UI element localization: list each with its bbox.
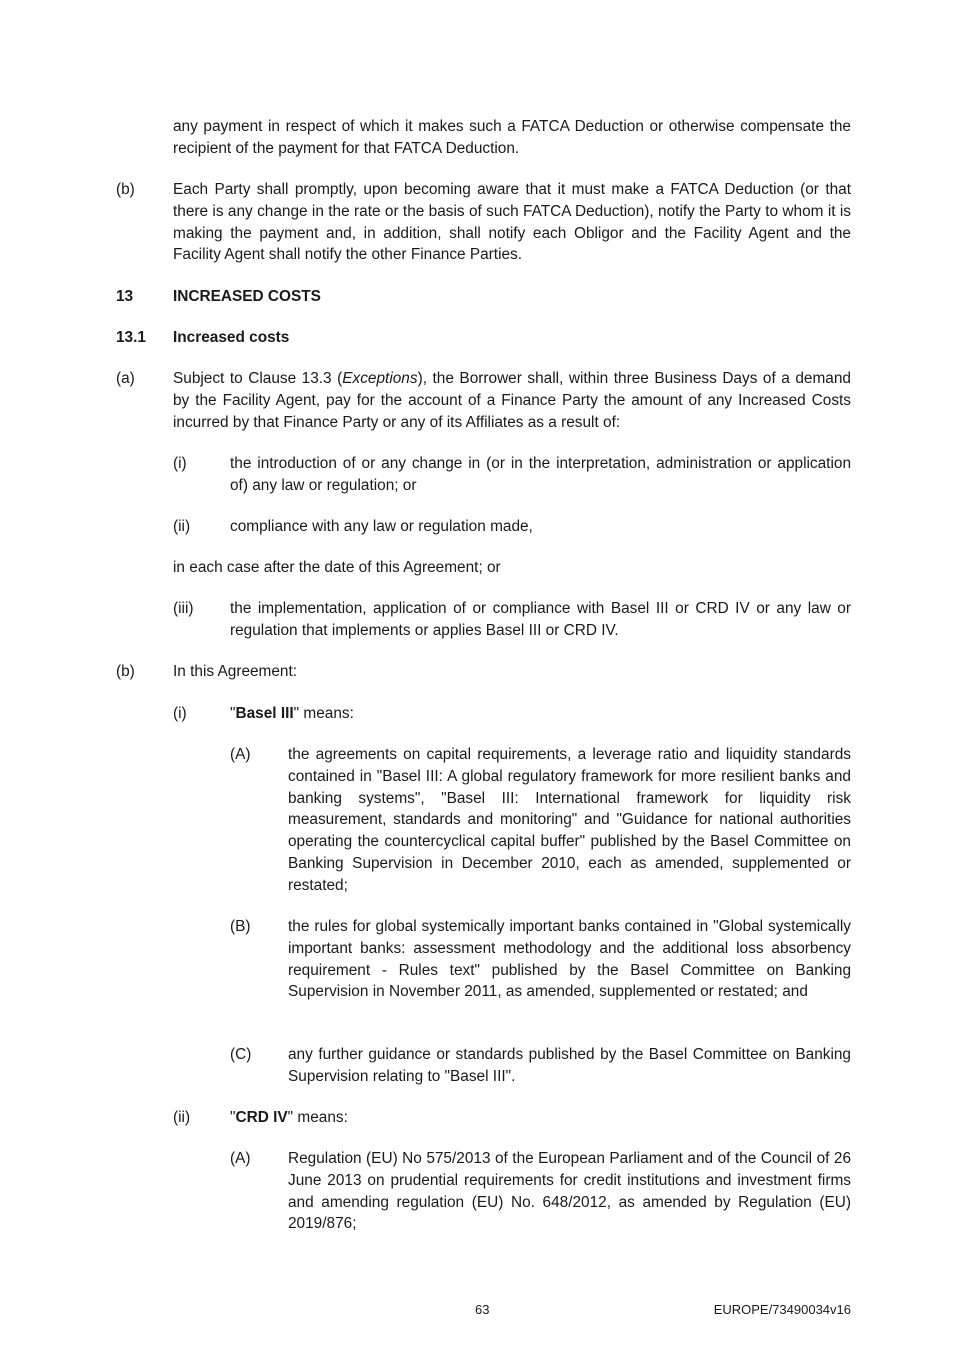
clause-13-1-number: 13.1 bbox=[116, 329, 146, 346]
continuation-paragraph: any payment in respect of which it makes such a FATCA Deduction or otherwise compensate the recipient of the payment for that FATCA Deduction. bbox=[173, 118, 851, 157]
item-b-ii-A-label: (A) bbox=[230, 1150, 251, 1167]
item-b-text: Each Party shall promptly, upon becoming aware that it must make a FATCA Deduction (or that there is any change in the rate or the basis of such FATCA Deduction), notify the Party to whom it is making the payment and, in addition, shall notify each Obligor and the Facility Agent and the Facility Agent shall notify the other Finance Parties. bbox=[173, 181, 851, 264]
item-b-i-A-label: (A) bbox=[230, 746, 251, 763]
item-a-iii-label: (iii) bbox=[173, 600, 194, 617]
item-a-text: Subject to Clause 13.3 (Exceptions), the Borrower shall, within three Business Days of a demand by the Facility Agent, pay for the account of a Finance Party the amount of any Increased Costs incurred by that Finance Party or any of its Affiliates as a result of: bbox=[173, 370, 851, 431]
document-reference: EUROPE/73490034v16 bbox=[713, 1302, 851, 1317]
exceptions-reference: Exceptions bbox=[342, 370, 418, 387]
in-each-case-paragraph: in each case after the date of this Agreement; or bbox=[173, 559, 501, 576]
item-a-ii-text: compliance with any law or regulation made, bbox=[230, 518, 533, 535]
crd-iv-term: CRD IV bbox=[235, 1109, 288, 1126]
clause-13-1-heading: Increased costs bbox=[173, 329, 290, 346]
item-b-i-B-label: (B) bbox=[230, 918, 251, 935]
item-a-iii-text: the implementation, application of or compliance with Basel III or CRD IV or any law or regulation that implements or applies Basel III or CRD IV. bbox=[230, 600, 851, 639]
clause-13-number: 13 bbox=[116, 288, 134, 305]
item-a-ii-label: (ii) bbox=[173, 518, 191, 535]
clause-13-heading: INCREASED COSTS bbox=[173, 288, 321, 305]
item-a-i-label: (i) bbox=[173, 455, 187, 472]
item-b-i-C-text: any further guidance or standards published by the Basel Committee on Banking Supervision relating to "Basel III". bbox=[288, 1046, 851, 1085]
page-number: 63 bbox=[475, 1302, 490, 1317]
item-a-label: (a) bbox=[116, 370, 135, 387]
item-b-ii-label: (ii) bbox=[173, 1109, 191, 1126]
item-b-i-B-text: the rules for global systemically important banks contained in "Global systemically important banks: assessment methodology and the additional loss absorbency requirement - Rules text" published by the Basel Committee on Banking Supervision in November 2011, as amended, supplemented or restated; and bbox=[288, 918, 851, 1001]
item-a-i-text: the introduction of or any change in (or in the interpretation, administration or application of) any law or regulation; or bbox=[230, 455, 851, 494]
item-b2-label: (b) bbox=[116, 663, 135, 680]
item-b-ii-A-text: Regulation (EU) No 575/2013 of the European Parliament and of the Council of 26 June 2013 on prudential requirements for credit institutions and investment firms and amending regulation (EU) No. 648/2012, as amended by Regulation (EU) 2019/876; bbox=[288, 1150, 851, 1233]
item-b2-text: In this Agreement: bbox=[173, 663, 298, 680]
crd-iv-definition-lead: "CRD IV" means: bbox=[230, 1109, 348, 1126]
item-b-i-label: (i) bbox=[173, 705, 187, 722]
item-b-label: (b) bbox=[116, 181, 135, 198]
item-b-i-C-label: (C) bbox=[230, 1046, 252, 1063]
basel-iii-definition-lead: "Basel III" means: bbox=[230, 705, 354, 722]
item-b-i-A-text: the agreements on capital requirements, a leverage ratio and liquidity standards contained in "Basel III: A global regulatory framework for more resilient banks and banking systems", "Basel III: International framework for liquidity risk measurement, standards and monitoring" and "Guidance for national authorities operating the countercyclical capital buffer" published by the Basel Committee on Banking Supervision in December 2010, each as amended, supplemented or restated; bbox=[288, 746, 851, 894]
basel-iii-term: Basel III bbox=[235, 705, 294, 722]
